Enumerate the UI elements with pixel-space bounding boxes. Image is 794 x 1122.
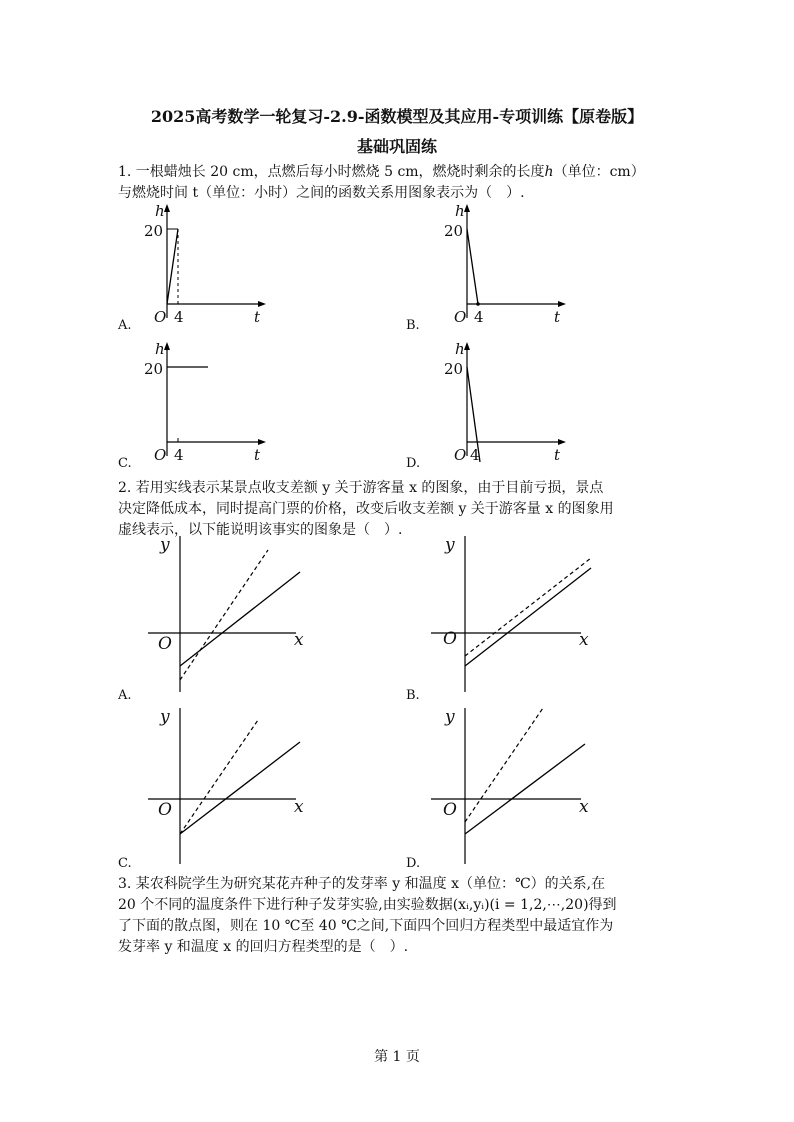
document-title: 2025高考数学一轮复习-2.9-函数模型及其应用-专项训练【原卷版】 <box>150 107 644 126</box>
q2d-x-label: x <box>579 797 589 817</box>
q2a-y-label: y <box>160 535 170 555</box>
question-2-line-3: 虚线表示，以下能说明该事实的图象是（ ）. <box>118 522 403 538</box>
q1-graph-c <box>140 338 280 468</box>
q1d-y-arrow-icon <box>464 342 470 350</box>
q2-option-a[interactable]: A. <box>118 688 132 703</box>
question-1-text <box>118 162 678 204</box>
question-2-line-2: 决定降低成本，同时提高门票的价格，改变后收支差额 y 关于游客量 x 的图象用 <box>118 501 614 517</box>
q2b-dashed-line <box>465 558 591 656</box>
q1c-h-label: h <box>155 340 165 358</box>
q1a-x-arrow-icon <box>258 301 266 307</box>
q1b-twenty-label: 20 <box>444 222 464 240</box>
question-1-line-2: 与燃烧时间 t（单位：小时）之间的函数关系用图象表示为（ ）. <box>118 185 525 201</box>
q2c-solid-line <box>180 742 300 834</box>
q1-option-c[interactable]: C. <box>118 456 132 471</box>
q1b-y-arrow-icon <box>464 204 470 212</box>
q2a-x-label: x <box>294 630 304 650</box>
q2b-origin-label: O <box>443 629 457 649</box>
q2-graph-c <box>140 704 320 864</box>
q2-graph-a <box>140 532 320 692</box>
q1b-t-label: t <box>554 308 561 326</box>
q2a-solid-line <box>180 572 300 666</box>
question-1-line-1: 1. 一根蜡烛长 20 cm，点燃后每小时燃烧 5 cm，燃烧时剩余的长度ℎ（单位：cm） <box>118 164 645 180</box>
question-3-line-2: 20 个不同的温度条件下进行种子发芽实验,由实验数据(xᵢ,yᵢ)(i = 1,2,⋯,20)得到 <box>118 897 617 913</box>
q1b-origin-label: O <box>454 308 467 326</box>
q1-graph-b <box>440 200 580 330</box>
q1-option-d[interactable]: D. <box>406 456 421 471</box>
q1-graph-a <box>140 200 280 330</box>
q2d-solid-line <box>465 744 585 834</box>
q1a-twenty-label: 20 <box>144 222 164 240</box>
q2c-y-label: y <box>160 707 170 727</box>
q2-graph-d <box>425 704 605 864</box>
q1a-origin-label: O <box>154 308 167 326</box>
q2b-y-label: y <box>445 535 455 555</box>
q1-graph-d <box>440 338 580 468</box>
question-3-text <box>118 874 678 958</box>
q1c-four-label: 4 <box>174 446 184 464</box>
q1a-y-arrow-icon <box>164 204 170 212</box>
q2a-dashed-line <box>180 550 268 680</box>
q2-graph-b <box>425 532 605 692</box>
q2c-dashed-line <box>180 720 258 834</box>
q2c-origin-label: O <box>158 800 172 820</box>
q2-option-d[interactable]: D. <box>406 856 421 871</box>
q1a-t-label: t <box>254 308 261 326</box>
q2c-x-label: x <box>294 797 304 817</box>
page-number: 第 1 页 <box>374 1049 420 1065</box>
q2d-y-label: y <box>445 707 455 727</box>
q1d-origin-label: O <box>454 446 467 464</box>
q2-option-c[interactable]: C. <box>118 856 132 871</box>
q1c-twenty-label: 20 <box>144 360 164 378</box>
q1d-x-arrow-icon <box>558 439 566 445</box>
q1-option-a[interactable]: A. <box>118 318 132 333</box>
q1c-x-arrow-icon <box>258 439 266 445</box>
q1b-endpoint <box>476 302 480 306</box>
q1b-x-arrow-icon <box>558 301 566 307</box>
q2d-origin-label: O <box>443 800 457 820</box>
q1c-origin-label: O <box>154 446 167 464</box>
question-3-line-4: 发芽率 y 和温度 x 的回归方程类型的是（ ）. <box>118 939 409 955</box>
q2-option-b[interactable]: B. <box>406 688 420 703</box>
q1c-t-label: t <box>254 446 261 464</box>
question-3-line-3: 了下面的散点图，则在 10 ℃至 40 ℃之间,下面四个回归方程类型中最适宜作为 <box>118 918 614 934</box>
question-3-line-1: 3. 某农科院学生为研究某花卉种子的发芽率 y 和温度 x（单位：℃）的关系,在 <box>118 876 606 892</box>
q2a-origin-label: O <box>158 634 172 654</box>
q1b-four-label: 4 <box>474 308 484 326</box>
q1a-h-label: h <box>155 202 165 220</box>
q2b-x-label: x <box>579 630 589 650</box>
q1c-y-arrow-icon <box>164 342 170 350</box>
q1-option-b[interactable]: B. <box>406 318 420 333</box>
q1b-graph-line <box>467 229 478 304</box>
q1d-four-label: 4 <box>470 446 480 464</box>
q1a-graph-line <box>167 229 178 304</box>
section-heading: 基础巩固练 <box>356 137 437 156</box>
question-2-line-1: 2. 若用实线表示某景点收支差额 y 关于游客量 x 的图象，由于目前亏损，景点 <box>118 480 604 496</box>
q1b-h-label: h <box>455 202 465 220</box>
q1d-t-label: t <box>554 446 561 464</box>
q1a-four-label: 4 <box>174 308 184 326</box>
q2b-solid-line <box>465 568 591 666</box>
q1d-h-label: h <box>455 340 465 358</box>
q1d-twenty-label: 20 <box>444 360 464 378</box>
